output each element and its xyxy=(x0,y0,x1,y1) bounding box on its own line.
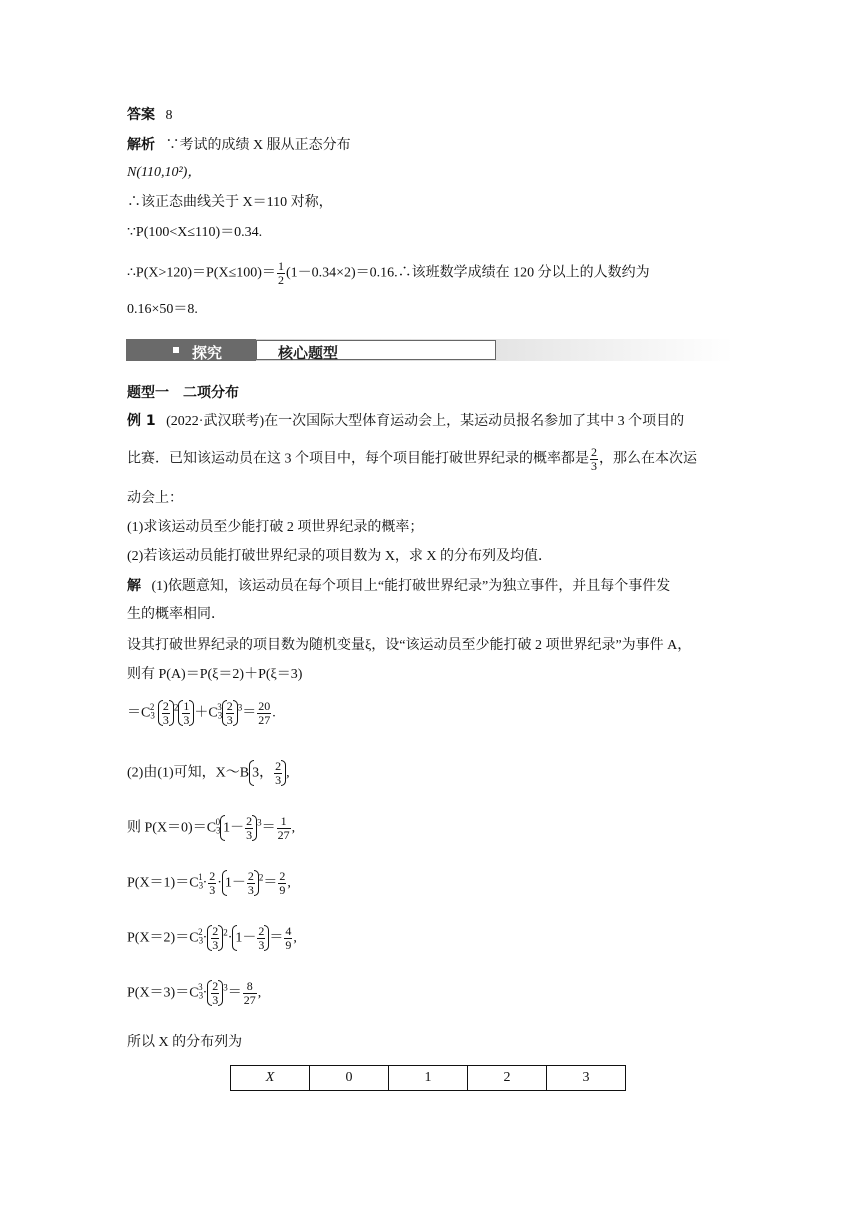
fraction-two-thirds: $\frac{2}{3}$ xyxy=(591,445,597,473)
answer-label: 答案 xyxy=(127,107,155,123)
paren-group: $\frac{2}{3}$ xyxy=(207,980,223,1006)
solution-line-11: 所以 X 的分布列为 xyxy=(127,1035,243,1050)
table-cell: 3 xyxy=(547,1066,626,1091)
formula-px1-text: P(X＝1)＝C xyxy=(127,875,199,891)
formula-pa: $=C3^2$ $\frac{2}{3}$ $^2$ $\frac{1}{3}$ $+C3^3$ $\frac{2}{3}$ $^3$＝ $\frac{20}{27}$ . xyxy=(127,699,276,727)
paren-group: 1－ $\frac{2}{3}$ xyxy=(222,870,259,896)
formula-pa-prefix: ＝C xyxy=(127,705,151,721)
paren-group: $\frac{2}{3}$ xyxy=(207,925,223,951)
banner-right-label: 核心题型 xyxy=(278,344,339,362)
solution-text-1: (1)依题意知，该运动员在每个项目上“能打破世界纪录”为独立事件，并且每个事件发 xyxy=(151,579,671,594)
table-header-cell: X xyxy=(231,1066,310,1091)
analysis-line-2: N(110,10²)， xyxy=(127,165,202,180)
formula-px2: $P(X=2)=C3^2\cdot$ $\frac{2}{3}$ $^2$· 1－ $\frac{2}{3}$ ＝ $\frac{4}{9}$ , xyxy=(127,924,297,952)
solution-line-1 xyxy=(127,579,670,594)
formula-binomial: (2)由(1)可知，X～B 3， $\frac{2}{3}$ , xyxy=(127,759,290,787)
fraction-one-half: $\frac{1}{2}$ xyxy=(277,259,284,287)
section-title: 题型一 二项分布 xyxy=(127,385,239,401)
analysis-line-6: 0.16×50＝8. xyxy=(127,302,198,317)
answer-line xyxy=(127,108,173,123)
analysis-line-4: ∵P(100<X≤110)＝0.34. xyxy=(127,225,263,240)
solution-line-3: 设其打破世界纪录的项目数为随机变量ξ，设“该运动员至少能打破 2 项世界纪录”为事件 A， xyxy=(127,638,692,653)
answer-value: 8 xyxy=(165,108,173,123)
example-text-2a: 比赛．已知该运动员在这 3 个项目中，每个项目能打破世界纪录的概率都是 xyxy=(127,451,589,467)
square-icon xyxy=(173,347,179,353)
formula-pa-eq: ＝ xyxy=(242,705,257,721)
solution-label: 解 xyxy=(127,578,141,594)
formula-binomial-text: (2)由(1)可知，X～B xyxy=(127,765,250,781)
analysis-label: 解析 xyxy=(127,137,155,153)
analysis-text-5b: (1－0.34×2)＝0.16.∴该班数学成绩在 120 分以上的人数约为 xyxy=(285,265,650,281)
paren-group: 1－ $\frac{2}{3}$ xyxy=(220,815,257,841)
paren-group: $\frac{2}{3}$ xyxy=(222,700,238,726)
analysis-text-5a: ∴P(X>120)＝P(X≤100)＝ xyxy=(127,265,276,281)
distribution-table xyxy=(230,1065,626,1091)
table-cell: 0 xyxy=(310,1066,389,1091)
question-1: (1)求该运动员至少能打破 2 项世界纪录的概率； xyxy=(127,520,424,535)
example-text-1: (2022·武汉联考)在一次国际大型体育运动会上，某运动员报名参加了其中 3 个项目的 xyxy=(166,414,685,429)
analysis-text-1: ∵考试的成绩 X 服从正态分布 xyxy=(165,138,351,153)
banner-left-label: 探究 xyxy=(192,344,223,362)
paren-group: 1－ $\frac{2}{3}$ xyxy=(232,925,269,951)
formula-px0: 则 $P(X=0)=C3^0$ 1－ $\frac{2}{3}$ $^3$＝ $\frac{1}{27}$ , xyxy=(127,814,296,842)
analysis-line-1 xyxy=(127,138,351,153)
table-cell: 2 xyxy=(468,1066,547,1091)
solution-line-4: 则有 P(A)＝P(ξ＝2)＋P(ξ＝3) xyxy=(127,667,303,682)
example-text-2b: ，那么在本次运 xyxy=(599,451,697,467)
analysis-line-3: ∴该正态曲线关于 X＝110 对称， xyxy=(127,195,333,210)
example-label: 例 1 xyxy=(127,413,156,429)
formula-px1: $P(X=1)=C3^1\cdot$ $\frac{2}{3}$ · 1－ $\frac{2}{3}$ $^2$＝ $\frac{2}{9}$ , xyxy=(127,869,291,897)
formula-px0-text: 则 P(X＝0)＝C xyxy=(127,820,217,836)
fraction-20-27: $\frac{20}{27}$ xyxy=(258,699,271,727)
table-cell: 1 xyxy=(389,1066,468,1091)
paren-group: $\frac{1}{3}$ xyxy=(178,700,194,726)
example-line-3: 动会上： xyxy=(127,491,183,506)
paren-group: 3， $\frac{2}{3}$ xyxy=(249,760,286,786)
formula-px2-text: P(X＝2)＝C xyxy=(127,930,199,946)
formula-px3-text: P(X＝3)＝C xyxy=(127,985,199,1001)
analysis-line-5 xyxy=(127,260,650,286)
example-line-1 xyxy=(127,414,684,429)
paren-group: $\frac{2}{3}$ xyxy=(158,700,174,726)
solution-line-2: 生的概率相同． xyxy=(127,607,225,622)
example-line-2 xyxy=(127,446,697,472)
table-row xyxy=(231,1066,626,1091)
question-2: (2)若该运动员能打破世界纪录的项目数为 X，求 X 的分布列及均值． xyxy=(127,549,553,564)
section-banner xyxy=(126,339,733,361)
formula-px3: $P(X=3)=C3^3\cdot$ $\frac{2}{3}$ $^3$＝ $\frac{8}{27}$ , xyxy=(127,979,262,1007)
